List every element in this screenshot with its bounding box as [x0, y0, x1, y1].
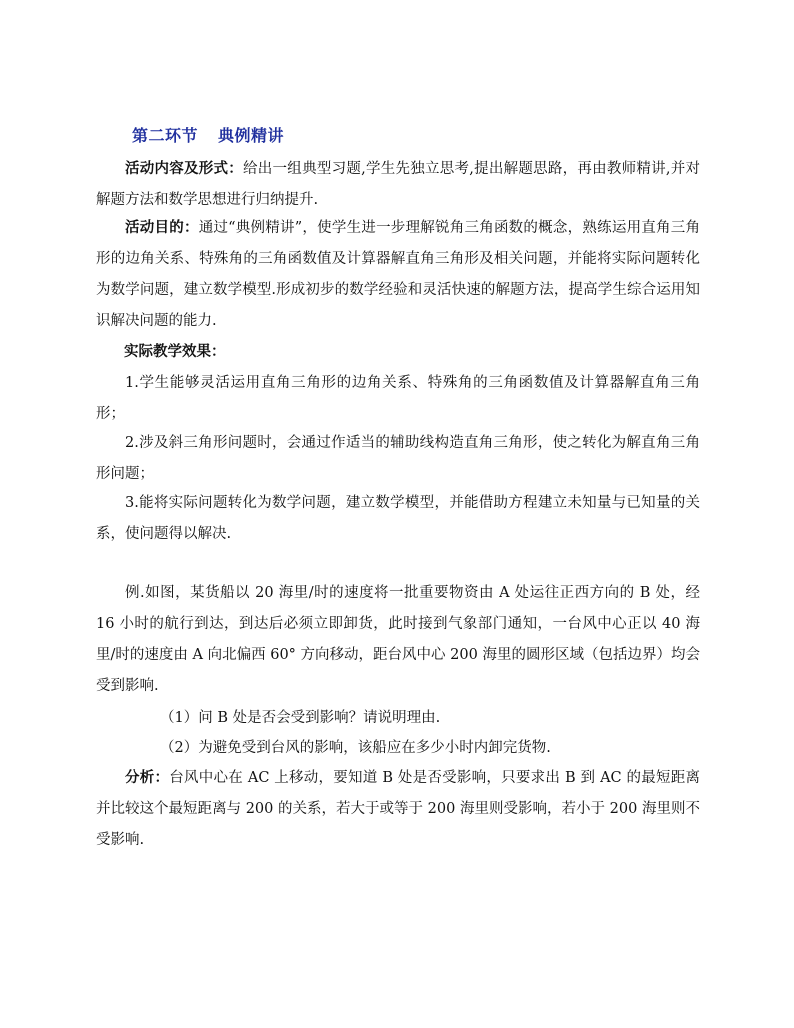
example-question: （1）问 B 处是否会受到影响？请说明理由. — [160, 710, 441, 726]
analysis-text: 台风中心在 AC 上移动，要知道 B 处是否受影响，只要求出 B 到 AC 的最短距离并比较这个最短距离与 200 的关系，若大于或等于 200 海里则受影响，若小于 200 海里则不受影响. — [96, 770, 700, 848]
example-question: （2）为避免受到台风的影响，该船应在多少小时内卸完货物. — [160, 740, 551, 756]
activity-content-label: 活动内容及形式： — [125, 161, 244, 177]
teaching-effect-item: 1.学生能够灵活运用直角三角形的边角关系、特殊角的三角函数值及计算器解直角三角形； — [96, 375, 700, 422]
activity-content-paragraph — [96, 154, 700, 216]
analysis-label: 分析： — [125, 770, 170, 786]
analysis-paragraph — [96, 763, 700, 856]
section-heading — [132, 123, 284, 146]
activity-purpose-paragraph — [96, 213, 700, 337]
teaching-effect-label: 实际教学效果： — [124, 344, 226, 360]
teaching-effect-item: 2.涉及斜三角形问题时，会通过作适当的辅助线构造直角三角形，使之转化为解直角三角形问题； — [96, 435, 700, 482]
activity-content-text: 给出一组典型习题,学生先独立思考,提出解题思路，再由教师精讲,并对解题方法和数学思想进行归纳提升. — [96, 161, 701, 208]
section-title: 典例精讲 — [218, 126, 285, 145]
activity-purpose-label: 活动目的： — [125, 220, 199, 236]
teaching-effect-item: 3.能将实际问题转化为数学问题，建立数学模型，并能借助方程建立未知量与已知量的关系，使问题得以解决. — [96, 495, 700, 542]
section-number: 第二环节 — [132, 126, 199, 145]
example-paragraph: 例.如图，某货船以 20 海里/时的速度将一批重要物资由 A 处运往正西方向的 B 处，经 16 小时的航行到达，到达后必须立即卸货，此时接到气象部门通知，一台风中心正以 40 海里/时的速度由 A 向北偏西 60° 方向移动，距台风中心 200 海里的圆形区域（包括边界）均会受到影响. — [96, 585, 700, 694]
activity-purpose-text: 通过“典例精讲”，使学生进一步理解锐角三角函数的概念，熟练运用直角三角形的边角关系、特殊角的三角函数值及计算器解直角三角形及相关问题，并能将实际问题转化为数学问题，建立数学模型.形成初步的数学经验和灵活快速的解题方法，提高学生综合运用知识解决问题的能力. — [96, 220, 701, 329]
